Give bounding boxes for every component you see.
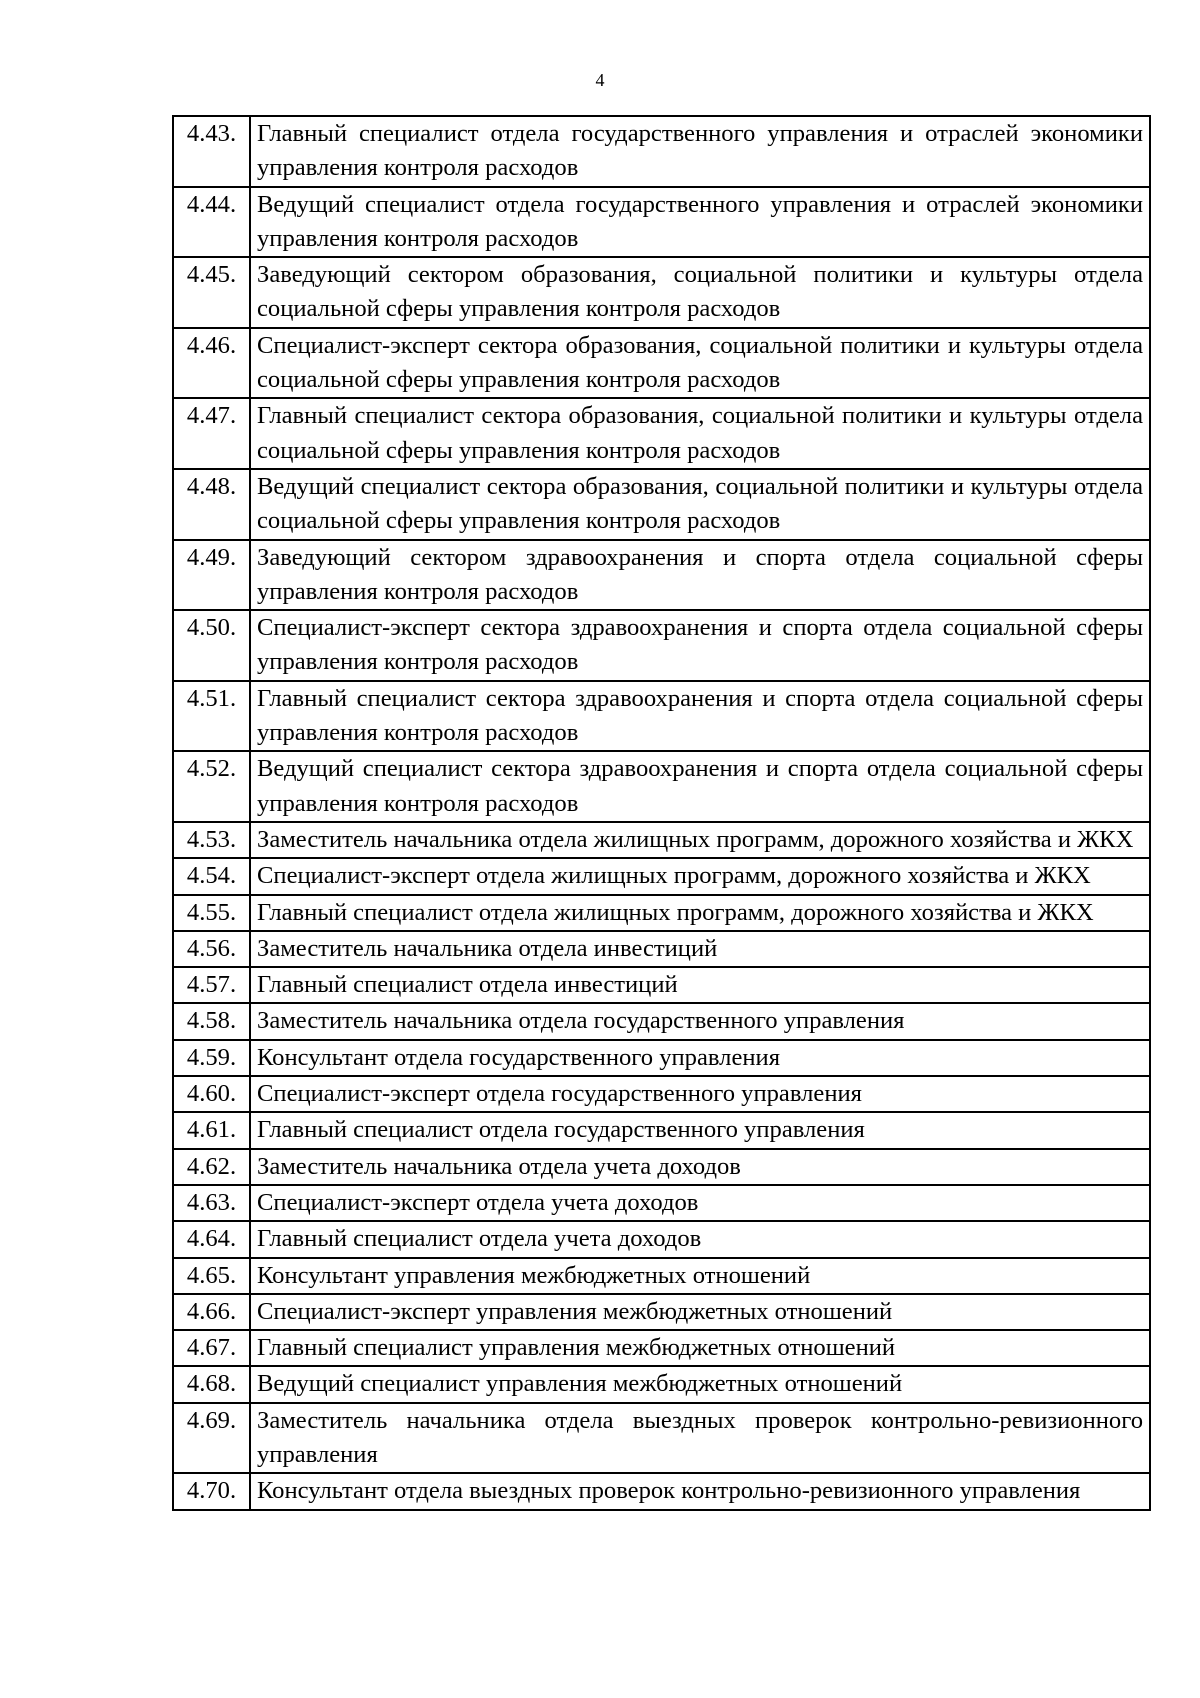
row-number: 4.45. [173,257,250,328]
table-row [173,895,1150,931]
table-row [173,1003,1150,1039]
row-position-title: Специалист-эксперт отдела жилищных программ, дорожного хозяйства и ЖКХ [250,858,1150,894]
table-row [173,1294,1150,1330]
row-position-title: Специалист-эксперт отдела учета доходов [250,1185,1150,1221]
row-number: 4.43. [173,116,250,187]
row-position-title: Ведущий специалист сектора образования, социальной политики и культуры отдела социальной сферы управления контроля расходов [250,469,1150,540]
row-number: 4.66. [173,1294,250,1330]
row-position-title: Заместитель начальника отдела выездных проверок контрольно-ревизионного управления [250,1403,1150,1474]
row-number: 4.49. [173,540,250,611]
row-position-title: Ведущий специалист отдела государственного управления и отраслей экономики управления контроля расходов [250,187,1150,258]
row-position-title: Ведущий специалист сектора здравоохранения и спорта отдела социальной сферы управления контроля расходов [250,751,1150,822]
table-row [173,328,1150,399]
row-position-title: Заместитель начальника отдела государственного управления [250,1003,1150,1039]
table-row [173,1473,1150,1509]
row-position-title: Заведующий сектором здравоохранения и спорта отдела социальной сферы управления контроля расходов [250,540,1150,611]
table-row [173,610,1150,681]
row-number: 4.68. [173,1366,250,1402]
table-row [173,1403,1150,1474]
row-number: 4.56. [173,931,250,967]
row-position-title: Главный специалист отдела государственного управления [250,1112,1150,1148]
table-row [173,1366,1150,1402]
row-number: 4.61. [173,1112,250,1148]
row-position-title: Главный специалист отдела жилищных программ, дорожного хозяйства и ЖКХ [250,895,1150,931]
row-position-title: Специалист-эксперт сектора образования, социальной политики и культуры отдела социальной сферы управления контроля расходов [250,328,1150,399]
table-row [173,1185,1150,1221]
row-position-title: Главный специалист отдела учета доходов [250,1221,1150,1257]
row-position-title: Консультант отдела государственного управления [250,1040,1150,1076]
row-number: 4.52. [173,751,250,822]
row-position-title: Заместитель начальника отдела учета доходов [250,1149,1150,1185]
positions-table-body [173,116,1150,1510]
row-number: 4.60. [173,1076,250,1112]
row-position-title: Консультант отдела выездных проверок контрольно-ревизионного управления [250,1473,1150,1509]
row-number: 4.50. [173,610,250,681]
table-row [173,1112,1150,1148]
table-row [173,751,1150,822]
table-row [173,540,1150,611]
table-row [173,187,1150,258]
row-number: 4.70. [173,1473,250,1509]
row-number: 4.48. [173,469,250,540]
row-number: 4.67. [173,1330,250,1366]
row-position-title: Специалист-эксперт управления межбюджетных отношений [250,1294,1150,1330]
positions-table [172,115,1151,1511]
row-position-title: Заместитель начальника отдела инвестиций [250,931,1150,967]
row-number: 4.64. [173,1221,250,1257]
row-position-title: Специалист-эксперт сектора здравоохранения и спорта отдела социальной сферы управления контроля расходов [250,610,1150,681]
table-row [173,257,1150,328]
table-row [173,1149,1150,1185]
row-number: 4.55. [173,895,250,931]
table-row [173,1258,1150,1294]
row-number: 4.46. [173,328,250,399]
row-position-title: Заведующий сектором образования, социальной политики и культуры отдела социальной сферы управления контроля расходов [250,257,1150,328]
row-position-title: Главный специалист отдела инвестиций [250,967,1150,1003]
row-number: 4.62. [173,1149,250,1185]
table-row [173,1076,1150,1112]
row-position-title: Консультант управления межбюджетных отношений [250,1258,1150,1294]
table-row [173,822,1150,858]
row-position-title: Главный специалист управления межбюджетных отношений [250,1330,1150,1366]
row-number: 4.54. [173,858,250,894]
table-row [173,967,1150,1003]
row-number: 4.58. [173,1003,250,1039]
table-row [173,398,1150,469]
table-row [173,469,1150,540]
row-number: 4.51. [173,681,250,752]
row-number: 4.59. [173,1040,250,1076]
table-row [173,1221,1150,1257]
row-position-title: Главный специалист сектора здравоохранения и спорта отдела социальной сферы управления контроля расходов [250,681,1150,752]
row-position-title: Заместитель начальника отдела жилищных программ, дорожного хозяйства и ЖКХ [250,822,1150,858]
row-number: 4.44. [173,187,250,258]
table-row [173,858,1150,894]
row-number: 4.63. [173,1185,250,1221]
table-row [173,931,1150,967]
table-row [173,1330,1150,1366]
row-number: 4.47. [173,398,250,469]
row-number: 4.57. [173,967,250,1003]
row-number: 4.65. [173,1258,250,1294]
row-number: 4.53. [173,822,250,858]
row-position-title: Главный специалист отдела государственного управления и отраслей экономики управления контроля расходов [250,116,1150,187]
row-number: 4.69. [173,1403,250,1474]
table-row [173,1040,1150,1076]
row-position-title: Ведущий специалист управления межбюджетных отношений [250,1366,1150,1402]
table-row [173,116,1150,187]
row-position-title: Специалист-эксперт отдела государственного управления [250,1076,1150,1112]
page-number: 4 [595,70,605,90]
table-row [173,681,1150,752]
row-position-title: Главный специалист сектора образования, социальной политики и культуры отдела социальной сферы управления контроля расходов [250,398,1150,469]
